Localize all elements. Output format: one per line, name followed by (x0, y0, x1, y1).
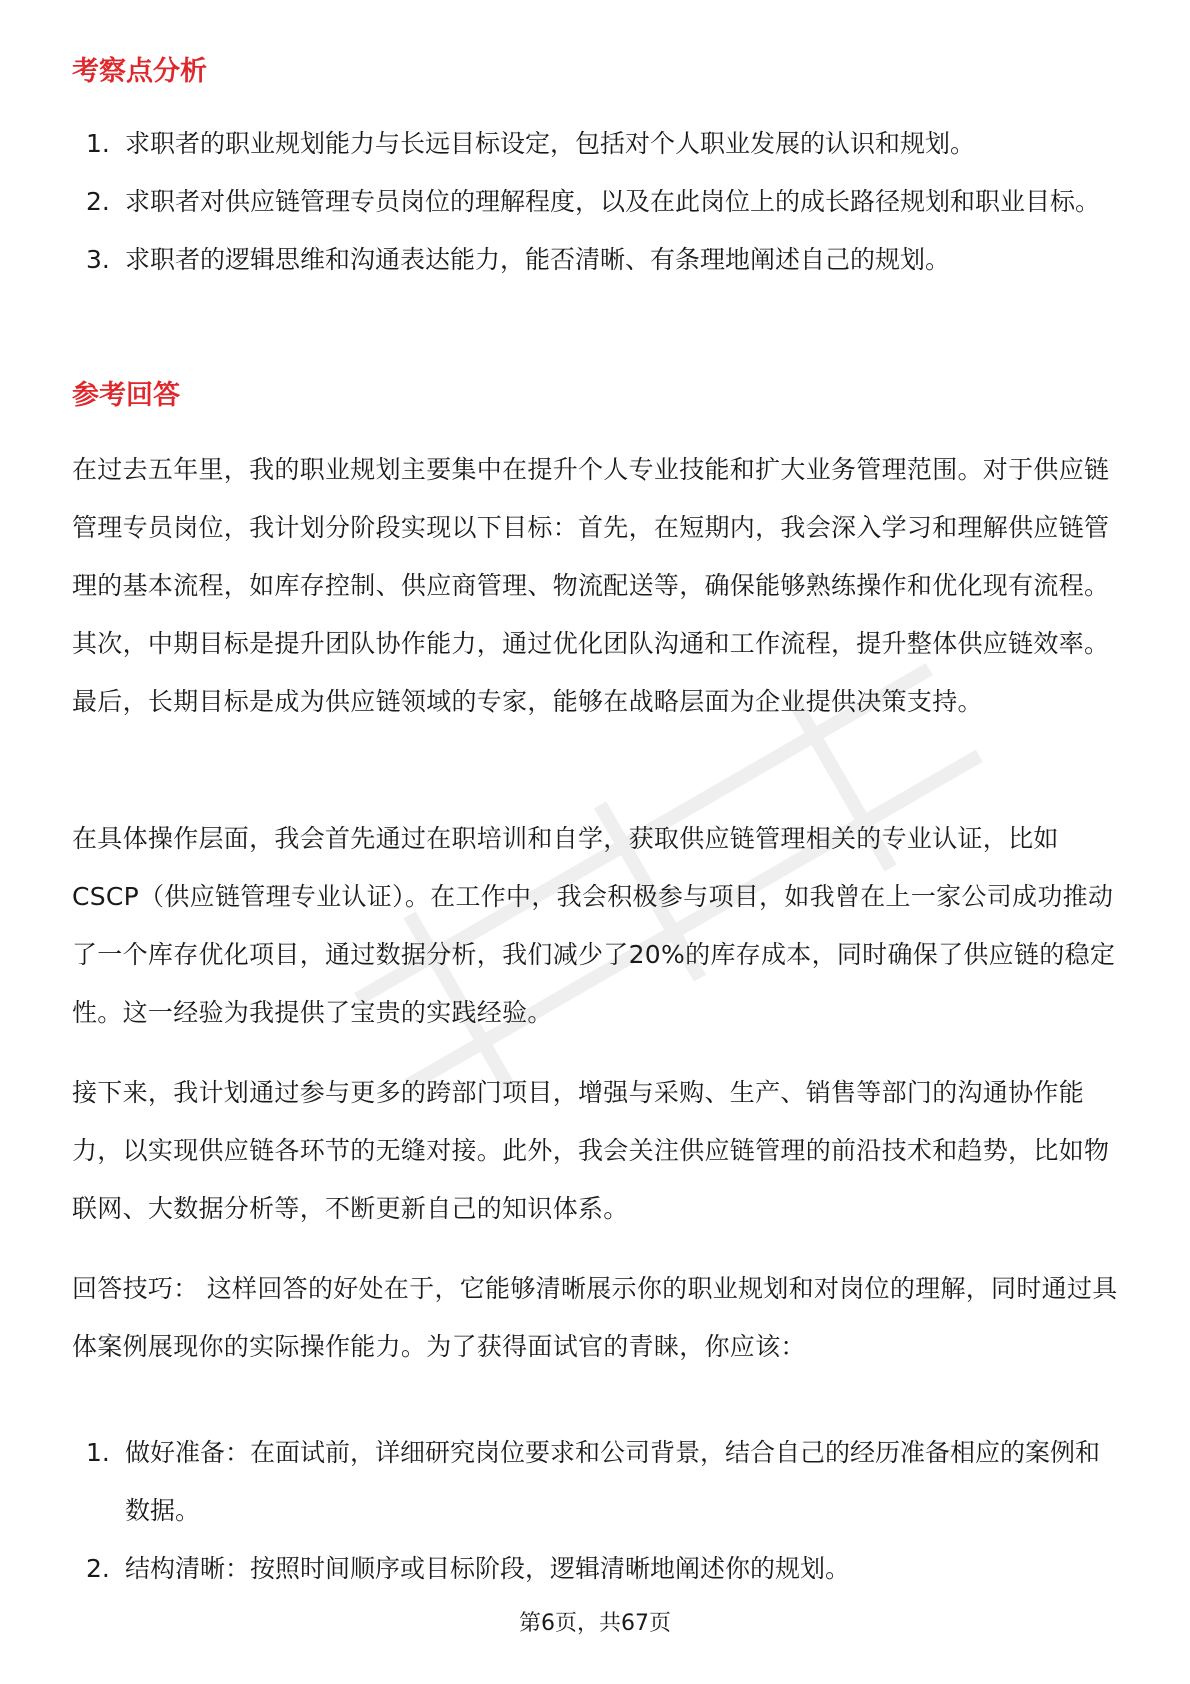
tips-list (72, 1424, 1122, 1598)
list-number: 3. (86, 245, 110, 274)
section-title-analysis: 考察点分析 (72, 56, 207, 87)
page-footer: 第6页，共67页 (519, 1611, 671, 1636)
list-item-text: 结构清晰：按照时间顺序或目标阶段，逻辑清晰地阐述你的规划。 (125, 1554, 851, 1583)
list-item (72, 231, 1122, 289)
list-item-text: 求职者的职业规划能力与长远目标设定，包括对个人职业发展的认识和规划。 (125, 129, 976, 158)
answer-paragraph: 在过去五年里，我的职业规划主要集中在提升个人专业技能和扩大业务管理范围。对于供应链管理专员岗位，我计划分阶段实现以下目标：首先，在短期内，我会深入学习和理解供应链管理的基本流程，如库存控制、供应商管理、物流配送等，确保能够熟练操作和优化现有流程。其次，中期目标是提升团队协作能力，通过优化团队沟通和工作流程，提升整体供应链效率。最后，长期目标是成为供应链领域的专家，能够在战略层面为企业提供决策支持。 (72, 455, 1110, 716)
list-number: 2. (86, 187, 110, 216)
answer-paragraph: 接下来，我计划通过参与更多的跨部门项目，增强与采购、生产、销售等部门的沟通协作能力，以实现供应链各环节的无缝对接。此外，我会关注供应链管理的前沿技术和趋势，比如物联网、大数据分析等，不断更新自己的知识体系。 (72, 1078, 1110, 1223)
analysis-list (72, 115, 1122, 289)
answer-paragraph: 在具体操作层面，我会首先通过在职培训和自学，获取供应链管理相关的专业认证，比如CSCP（供应链管理专业认证）。在工作中，我会积极参与项目，如我曾在上一家公司成功推动了一个库存优化项目，通过数据分析，我们减少了20%的库存成本，同时确保了供应链的稳定性。这一经验为我提供了宝贵的实践经验。 (72, 824, 1116, 1027)
list-item (72, 1424, 1122, 1540)
list-item-text: 求职者的逻辑思维和沟通表达能力，能否清晰、有条理地阐述自己的规划。 (125, 245, 951, 274)
section-title-reference-answer: 参考回答 (72, 380, 180, 411)
list-item-text: 求职者对供应链管理专员岗位的理解程度，以及在此岗位上的成长路径规划和职业目标。 (125, 187, 1101, 216)
list-item (72, 173, 1122, 231)
list-item (72, 1540, 1122, 1598)
list-number: 1. (86, 129, 110, 158)
answer-tips-paragraph: 回答技巧： 这样回答的好处在于，它能够清晰展示你的职业规划和对岗位的理解，同时通过具体案例展现你的实际操作能力。为了获得面试官的青睐，你应该： (72, 1274, 1118, 1361)
list-item (72, 115, 1122, 173)
list-number: 1. (86, 1438, 110, 1467)
list-item-text: 做好准备：在面试前，详细研究岗位要求和公司背景，结合自己的经历准备相应的案例和数据。 (125, 1438, 1101, 1525)
list-number: 2. (86, 1554, 110, 1583)
